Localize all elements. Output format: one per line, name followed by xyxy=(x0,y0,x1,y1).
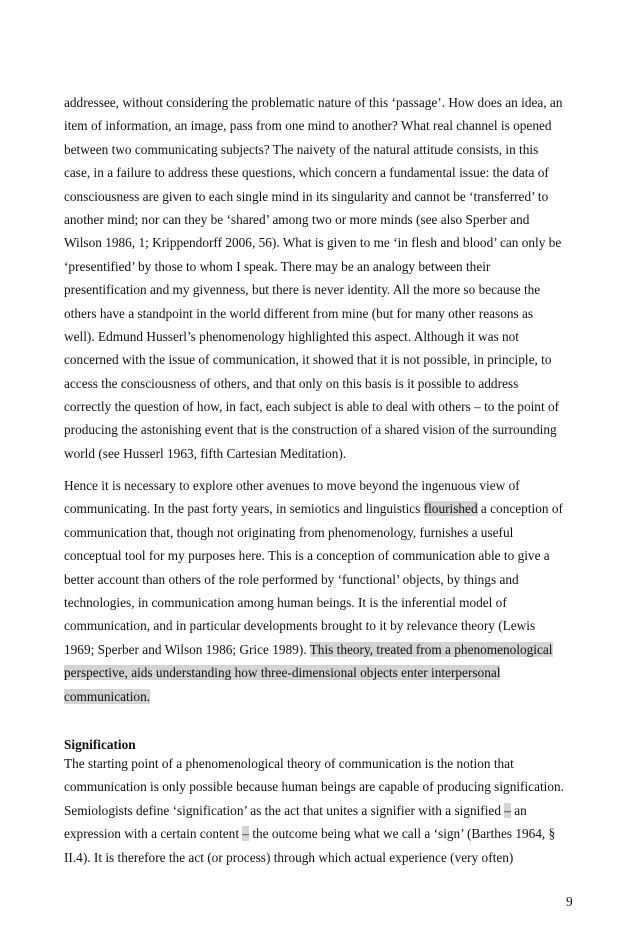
text-line: another mind; nor can they be ‘shared’ among two or more minds (see also Sperber and xyxy=(64,211,530,227)
text-line: addressee, without considering the problematic nature of this ‘passage’. How does an idea, an xyxy=(64,95,563,110)
text-line: technologies, in communication among human beings. It is the inferential model of xyxy=(64,594,507,610)
section-heading: Signification xyxy=(64,737,136,752)
text-line: producing the astonishing event that is the construction of a shared vision of the surrounding xyxy=(64,422,557,438)
highlighted-text: This theory, treated from a phenomenological xyxy=(309,641,553,657)
highlighted-text: communication. xyxy=(64,688,151,704)
paragraph-signification xyxy=(64,752,584,869)
text-line: The starting point of a phenomenological theory of communication is the notion that xyxy=(64,756,514,771)
paragraph-inferential-model xyxy=(64,474,584,708)
text-line: communication, and in particular developments brought to it by relevance theory (Lewis xyxy=(64,618,536,634)
text-line: Wilson 1986, 1; Krippendorff 2006, 56). What is given to me ‘in flesh and blood’ can only be xyxy=(64,235,562,251)
highlighted-dash: – xyxy=(242,826,249,842)
text-line: conceptual tool for my purposes here. This is a conception of communication able to give a xyxy=(64,548,550,564)
text-line: Semiologists define ‘signification’ as the act that unites a signifier with a signified – an xyxy=(64,802,527,818)
text-line: correctly the question of how, in fact, each subject is able to deal with others – to the point of xyxy=(64,399,560,415)
text-line: between two communicating subjects? The naivety of the natural attitude consists, in this xyxy=(64,141,539,157)
page-number: 9 xyxy=(566,894,573,909)
text-line: expression with a certain content – the outcome being what we call a ‘sign’ (Barthes 1964, § xyxy=(64,826,556,842)
text-line: Hence it is necessary to explore other avenues to move beyond the ingenuous view of xyxy=(64,478,520,493)
text-line: case, in a failure to address these questions, which concern a fundamental issue: the data of xyxy=(64,165,549,181)
text-line: 1969; Sperber and Wilson 1986; Grice 1989). This theory, treated from a phenomenological xyxy=(64,641,553,657)
text-line: world (see Husserl 1963, fifth Cartesian Meditation). xyxy=(64,445,347,461)
text-line: presentification and my givenness, but there is never identity. All the more so because the xyxy=(64,282,541,298)
text-line xyxy=(64,685,584,708)
highlighted-text: flourished xyxy=(423,501,478,517)
text-line: others have a standpoint in the world different from mine (but for many other reasons as xyxy=(64,305,534,321)
text-line: II.4). It is therefore the act (or process) through which actual experience (very often) xyxy=(64,849,514,865)
text-line: item of information, an image, pass from one mind to another? What real channel is opened xyxy=(64,118,552,134)
text-line: well). Edmund Husserl’s phenomenology highlighted this aspect. Although it was not xyxy=(64,328,520,344)
text-line: ‘presentified’ by those to whom I speak. There may be an analogy between their xyxy=(64,258,491,274)
text-line: communication is only possible because human beings are capable of producing signification. xyxy=(64,779,564,795)
paragraph-passage xyxy=(64,91,584,465)
highlighted-dash: – xyxy=(504,802,511,818)
text-line: consciousness are given to each single mind in its singularity and cannot be ‘transferred’ to xyxy=(64,188,549,204)
text-line: communicating. In the past forty years, in semiotics and linguistics flourished a conception of xyxy=(64,501,563,517)
text-line xyxy=(64,661,584,684)
text-line: communication that, though not originating from phenomenology, furnishes a useful xyxy=(64,524,514,540)
text-line: better account than others of the role performed by ‘functional’ objects, by things and xyxy=(64,571,519,587)
highlighted-text: perspective, aids understanding how three-dimensional objects enter interpersonal xyxy=(64,665,501,681)
text-line: access the consciousness of others, and that only on this basis is it possible to address xyxy=(64,375,519,391)
text-line: concerned with the issue of communication, it showed that it is not possible, in principle, to xyxy=(64,352,552,368)
